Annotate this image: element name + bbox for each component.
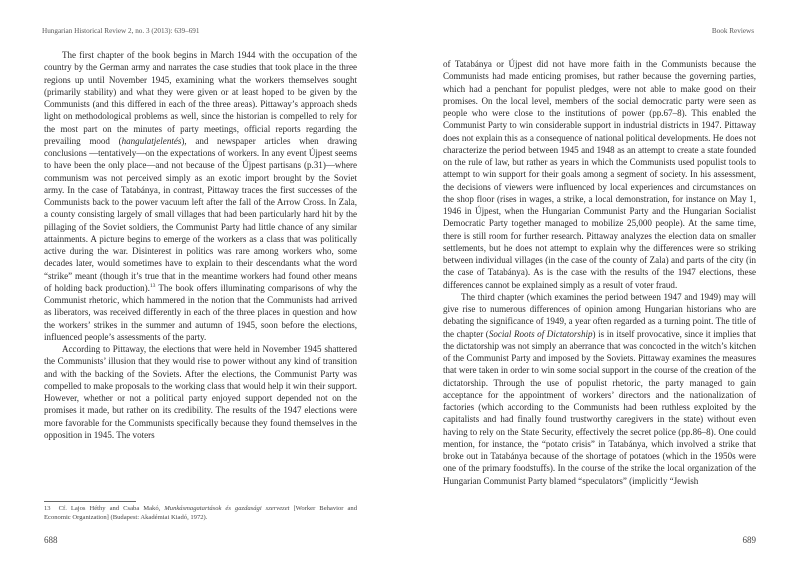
right-body-text <box>443 58 756 487</box>
footnote <box>44 504 357 523</box>
paragraph: According to Pittaway, the elections that were held in November 1945 shattered the Communists’ illusion that they would rise to power without any kind of transition and with the backing of the Soviets. After the elections, the Communist Party was compelled to make proposals to the working class that would help it win their support. However, whether or not a political party enjoyed support depended not on the promises it made, but rather on its credibility. The results of the 1947 elections were more favorable for the Communists specifically because they found themselves in the opposition in 1945. The voters <box>44 344 357 440</box>
paragraph-text: The book offers illuminating comparisons of why the Communist rhetoric, which hammered in the notion that the Communists had arrived as liberators, was received differently in each of the three places in question and how the workers’ strikes in the summer and autumn of 1945, soon before the elections, influenced people’s assessments of the party. <box>44 282 357 342</box>
paragraph: of Tatabánya or Újpest did not have more faith in the Communists because the Communists had made enticing promises, but rather because the governing parties, which had a penchant for populist pledges, were not able to make good on their promises. On the local level, members of the social democratic party were seen as people who were close to the institutions of power (pp.67–8). This enabled the Communist Party to win considerable support in industrial districts in 1947. Pittaway does not explain this as a consequence of national political developments. He does not characterize the period between 1945 and 1948 as an attempt to create a state founded on the rule of law, but rather as years in which the Communists used populist tools to attempt to win support for their goals among a segment of society. In his assessment, the decisions of viewers were influenced by local experiences and circumstances on the shop floor (rises in wages, a strike, a local demonstration, for instance on May 1, 1946 in Újpest, when the Hungarian Communist Party and the Hungarian Socialist Democratic Party together managed to mobilize 25,000 people). At the same time, there is still room for further research. Pittaway analyzes the election data on smaller settlements, but he does not attempt to explain why the differences were so striking between individual villages (in the case of the county of Zala) and parts of the city (in the case of Tatabánya). As is the case with the results of the 1947 elections, these differences cannot be explained simply as a result of voter fraud. <box>443 59 756 290</box>
paragraph-text: ) is in itself provocative, since it implies that the dictatorship was not simply an aberrance that was concocted in the witch’s kitchen of the Communist Party and imposed by the Soviets. Pittaway examines the measures that were taken in order to win some social support in the course of the creation of the dictatorship. Through the use of populist rhetoric, the party managed to gain acceptance for the appointment of workers’ directors and the nationalization of factories (which according to the Communists had been ruthless exploited by the capitalists and had finally found trustworthy caregivers in the state) without even having to rely on the State Security, effectively the secret police (pp.86–8). One could mention, for instance, the “potato crisis” in Tatabánya, which involved a strike that broke out in Tatabánya because of the shortage of potatoes (which in the 1950s were one of the primary foodstuffs). In the course of the strike the local organization of the Hungarian Communist Party blamed “speculators” (implicitly “Jewish <box>443 328 757 486</box>
footnote-text: [Worker Behavior and Economic Organization] (Budapest: Akadémiai Kiadó, 1972). <box>44 505 357 522</box>
page-number: 689 <box>742 535 756 545</box>
running-header-section: Book Reviews <box>711 27 754 35</box>
paragraph <box>44 49 357 343</box>
left-body-text <box>44 49 357 441</box>
paragraph <box>443 291 756 487</box>
right-page <box>400 0 800 567</box>
paragraph-text: The first chapter of the book begins in March 1944 with the occupation of the country by the German army and narrates the case studies that took place in the three regions up until November 1945, examining what the workers themselves sought (primarily stability) and what they were given or at least hoped to be given by the Communists (and this differed in each of the three areas). Pittaway’s approach sheds light on methodological problems as well, since the historian is compelled to rely for the most part on the minutes of party meetings, official reports regarding the prevailing mood ( <box>44 50 357 146</box>
page-number: 688 <box>44 535 58 545</box>
italic-title: Social Roots of Dictatorship <box>488 328 593 339</box>
paragraph-text: The third chapter (which examines the period between 1947 and 1949) may will give rise to numerous differences of opinion among Hungarian historians who are debating the significance of 1949, a year often regarded as a turning point. The title of the chapter ( <box>443 291 756 339</box>
footnote-text: Cf. Lajos Héthy and Csaba Makó, <box>58 505 165 512</box>
footnote-divider <box>44 501 136 502</box>
footnote-number: 13 <box>44 505 51 512</box>
italic-term: hangulatjelentés <box>121 135 182 146</box>
running-header-journal: Hungarian Historical Review 2, no. 3 (2013): 639–691 <box>42 27 200 35</box>
footnote-reference[interactable]: 13 <box>149 282 156 289</box>
footnote-title: Munkásmagatartások és gazdasági szervezet <box>164 505 290 512</box>
paragraph-text: ), and newspaper articles when drawing conclusions —tentatively—on the expectations of workers. In any event Újpest seems to have been the only place—and not because of the Újpest partisans (p.31)—where communism was not perceived simply as an exotic import brought by the Soviet army. In the case of Tatabánya, in contrast, Pittaway traces the first successes of the Communists back to the power vacuum left after the fall of the Arrow Cross. In Zala, a county consisting largely of small villages that had been particularly hard hit by the pillaging of the Soviet soldiers, the Communist Party had little chance of any similar attainments. A picture begins to emerge of the workers as a class that was politically active during the war. Disinterest in politics was rare among workers who, some decades later, would sometimes have to explain to their descendants what the word “strike” meant (though it’s true that in the meantime workers had found other means of holding back production). <box>44 135 357 293</box>
